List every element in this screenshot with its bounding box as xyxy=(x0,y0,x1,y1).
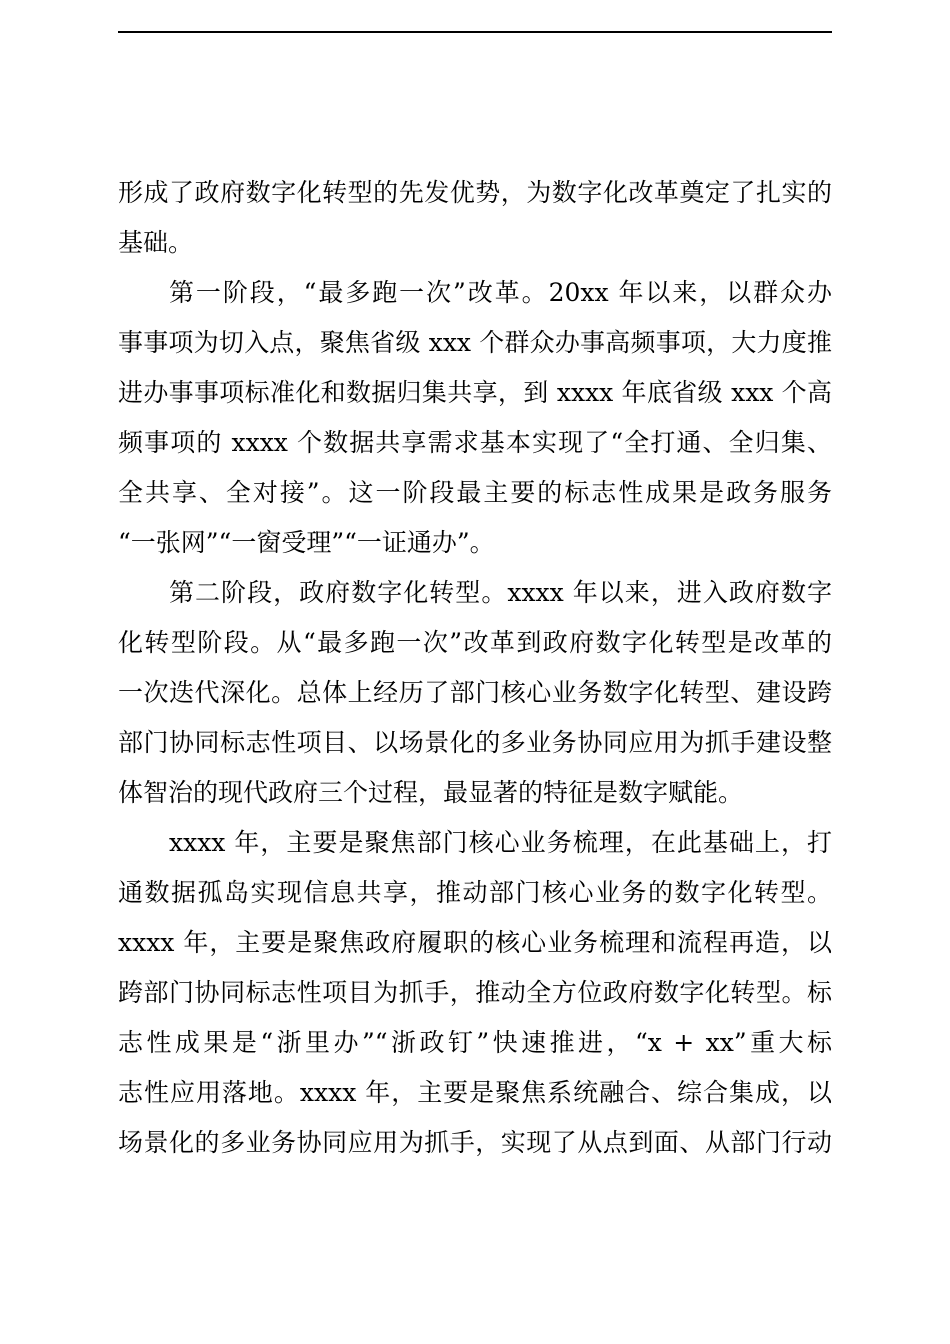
text-line: 全共享、全对接”。这一阶段最主要的标志性成果是政务服务 xyxy=(118,478,832,507)
text-line: xxxx 年，主要是聚焦部门核心业务梳理，在此基础上，打 xyxy=(169,828,832,857)
text-line: 部门协同标志性项目、以场景化的多业务协同应用为抓手建设整 xyxy=(118,728,832,757)
text-line: 事事项为切入点，聚焦省级 xxx 个群众办事高频事项，大力度推 xyxy=(118,328,832,357)
text-line: 频事项的 xxxx 个数据共享需求基本实现了“全打通、全归集、 xyxy=(118,428,832,457)
paragraph xyxy=(118,818,832,1168)
text-line: 形成了政府数字化转型的先发优势，为数字化改革奠定了扎实的 xyxy=(118,178,832,207)
text-line: 通数据孤岛实现信息共享，推动部门核心业务的数字化转型。 xyxy=(118,878,832,907)
text-line: 场景化的多业务协同应用为抓手，实现了从点到面、从部门行动 xyxy=(118,1128,832,1157)
paragraph xyxy=(118,568,832,818)
text-line: 体智治的现代政府三个过程，最显著的特征是数字赋能。 xyxy=(118,778,744,807)
text-line: xxxx 年，主要是聚焦政府履职的核心业务梳理和流程再造，以 xyxy=(118,928,832,957)
text-line: 一次迭代深化。总体上经历了部门核心业务数字化转型、建设跨 xyxy=(118,678,832,707)
text-line: 跨部门协同标志性项目为抓手，推动全方位政府数字化转型。标 xyxy=(118,978,832,1007)
text-line: 第一阶段，“最多跑一次”改革。20xx 年以来，以群众办 xyxy=(169,278,832,307)
text-line: 化转型阶段。从“最多跑一次”改革到政府数字化转型是改革的 xyxy=(118,628,832,657)
paragraph xyxy=(118,268,832,568)
text-line: 志性应用落地。xxxx 年，主要是聚焦系统融合、综合集成，以 xyxy=(118,1078,832,1107)
text-line: 志性成果是“浙里办”“浙政钉”快速推进，“x + xx”重大标 xyxy=(118,1028,832,1057)
text-line: 基础。 xyxy=(118,228,194,257)
text-line: “一张网”“一窗受理”“一证通办”。 xyxy=(118,528,495,557)
paragraph xyxy=(118,168,832,268)
text-line: 第二阶段，政府数字化转型。xxxx 年以来，进入政府数字 xyxy=(169,578,832,607)
text-line: 进办事事项标准化和数据归集共享，到 xxxx 年底省级 xxx 个高 xyxy=(118,378,832,407)
header-rule xyxy=(118,31,832,33)
document-body xyxy=(118,168,832,1168)
